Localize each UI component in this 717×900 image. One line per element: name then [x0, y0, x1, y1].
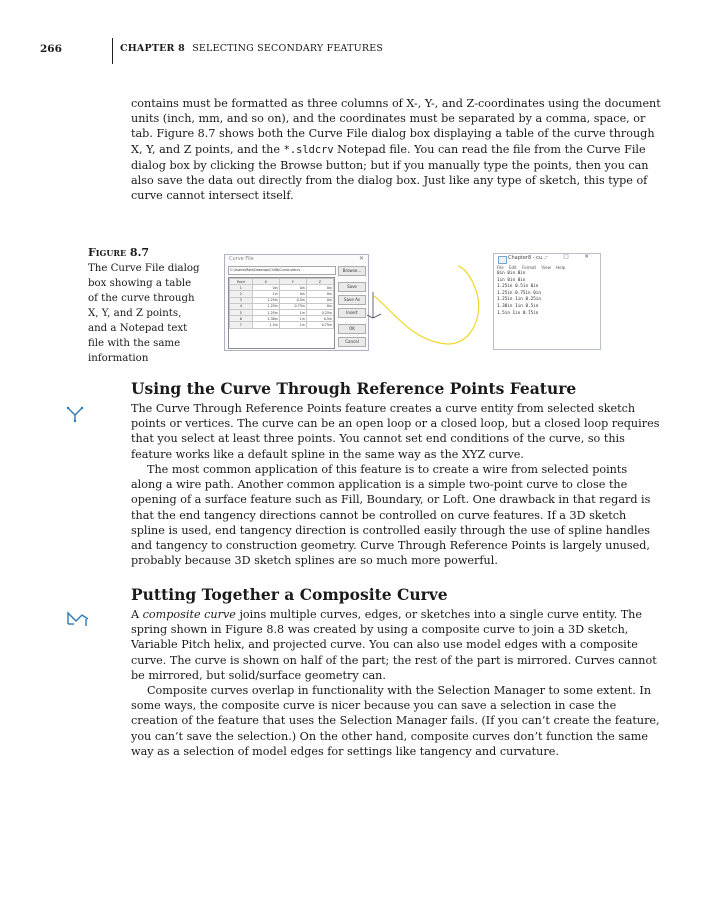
intro-text-2: Notepad file. You can read the file from the Curve File dialog box by clicking the Browse button; but if you manually type the points, then you can also save the data out directly from the dialog box. Just like any type of sketch, this type of curve cannot intersect itself. [131, 142, 649, 203]
table-cell: 5 [230, 309, 253, 315]
table-cell: 1.38in [252, 316, 279, 322]
table-cell: 1.25in [252, 309, 279, 315]
notepad-menu-bar[interactable]: File Edit Format View Help [497, 265, 566, 270]
table-cell: 1.25in [252, 303, 279, 309]
curve-through-points-paragraph-2 [131, 462, 661, 568]
text-line: 0in 0in 0in [497, 271, 526, 276]
table-cell: 0in [306, 291, 333, 297]
table-cell: 1 [230, 285, 253, 291]
composite-curve-paragraph-2 [131, 683, 661, 759]
intro-text-1: contains must be formatted as three columns of X-, Y-, and Z-coordinates using the document units (inch, mm, and so on), and the coordinates must be separated by a comma, space, or tab. Figure 8.7 shows both the Curve File dialog box displaying a table of the curve through X, Y, and Z points, and the [131, 97, 661, 156]
notepad-icon [498, 256, 507, 264]
table-cell: 1in [279, 309, 306, 315]
section-heading-curve-through-points: Using the Curve Through Reference Points Feature [131, 379, 577, 398]
table-cell: 6 [230, 316, 253, 322]
dialog-title: Curve File [229, 256, 254, 262]
paragraph-text: A [131, 608, 143, 621]
text-line: 1.25in 0.5in 0in [497, 284, 539, 290]
text-line: 1.25in 0.75in 0in [497, 290, 541, 296]
table-cell: 7 [230, 322, 253, 328]
table-cell: 3 [230, 297, 253, 303]
text-line: 1in 0in 0in [497, 277, 526, 283]
table-cell: 0.25in [306, 309, 333, 315]
figure-caption-text: The Curve File dialog box showing a table of the curve through X, Y, and Z points, and a Notepad text file with the same information [88, 263, 200, 364]
composite-curve-icon [66, 610, 90, 628]
notepad-text[interactable] [497, 271, 541, 317]
composite-curve-paragraph-1 [131, 607, 661, 683]
save-button[interactable]: Save [338, 282, 366, 292]
browse-button[interactable]: Browse... [338, 266, 366, 276]
curve-through-points-paragraph-1: The Curve Through Reference Points feature creates a curve entity from selected sketch points or vertices. The curve can be an open loop or a closed loop, but a closed loop requires that you select at least three points. You cannot set end conditions of the curve, so this feature works like a default spline in the same way as the XYZ curve. [131, 402, 660, 461]
notepad-title: Chapter8 - cu... [508, 255, 547, 261]
axis-z-line [367, 315, 373, 318]
table-cell: 1in [279, 316, 306, 322]
table-cell: 0in [306, 297, 333, 303]
paragraph-text: joins multiple curves, edges, or sketches into a single curve entity. The spring shown in Figure 8.8 was created by using a composite curve to join a 3D sketch, Variable Pitch helix, and projected curve. You can also use model edges with a composite curve. The curve is shown on half of the part; the rest of the part is mirrored. Curves cannot be mirrored, but solid/surface geometry can. [131, 608, 657, 682]
table-cell: 2 [230, 291, 253, 297]
table-row[interactable] [230, 322, 334, 328]
axis-x-line [373, 314, 381, 318]
table-cell: 0in [306, 303, 333, 309]
table-cell: 0.75in [279, 303, 306, 309]
table-cell: 4 [230, 303, 253, 309]
table-cell: 0in [252, 285, 279, 291]
running-header [40, 38, 680, 64]
text-line: 1.25in 1in 0.25in [497, 297, 541, 303]
save-as-button[interactable]: Save As [338, 295, 366, 305]
chapter-label: CHAPTER 8 [120, 43, 185, 54]
defined-term: composite curve [142, 608, 236, 621]
column-header: Point [230, 279, 253, 285]
text-line: 1.5in 1in 0.75in [497, 310, 539, 316]
window-controls[interactable]: – □ ✕ [544, 254, 596, 260]
notepad-window [493, 253, 601, 350]
section-heading-composite-curve: Putting Together a Composite Curve [131, 585, 448, 604]
column-header: Z [306, 279, 333, 285]
table-cell: 0.5in [279, 297, 306, 303]
xyz-curve [374, 266, 479, 344]
curve-through-points-icon [66, 405, 84, 423]
paragraph-text: Composite curves overlap in functionality with the Selection Manager to some extent. In some ways, the composite curve is nicer because you can save a selection in case the creation of the feature that uses the Selection Manager fails. (If you can’t create the feature, you can’t save the selection.) On the other hand, composite curves don’t function the same way as a selection of model edges for settings like tangency and curvature. [131, 684, 660, 758]
table-cell: 0in [306, 285, 333, 291]
table-cell: 0.75in [306, 322, 333, 328]
table-cell: 1in [279, 322, 306, 328]
text-line: 1.38in 1in 0.5in [497, 303, 539, 309]
table-cell: 0.5in [306, 316, 333, 322]
file-extension-code: *.sldcrv [283, 143, 334, 156]
paragraph-text: The most common application of this feature is to create a wire from selected points along a wire path. Another common application is a simple two-point curve to close the opening of a surface feature such as Fill, Boundary, or Loft. One drawback in that regard is that the end tangency directions cannot be controlled on curve features. If a 3D sketch spline is used, end tangency direction is controlled easily through the use of spline handles and tangency to construction geometry. Curve Through Reference Points is largely unused, probably because 3D sketch splines are so much more powerful. [131, 463, 651, 568]
table-cell: 1.25in [252, 297, 279, 303]
curve-preview [360, 258, 500, 358]
chapter-title: SELECTING SECONDARY FEATURES [192, 43, 384, 54]
insert-button[interactable]: Insert [338, 308, 366, 318]
ok-button[interactable]: OK [338, 324, 366, 334]
figure-caption [88, 245, 200, 366]
table-cell: 1.5in [252, 322, 279, 328]
column-header: X [252, 279, 279, 285]
intro-paragraph [131, 96, 661, 203]
cancel-button[interactable]: Cancel [338, 337, 366, 347]
table-cell: 1in [252, 291, 279, 297]
table-cell: 0in [279, 291, 306, 297]
file-path-field[interactable]: C:\Users\Matt\Desktop\Ch08\Curve.sldcrv [228, 266, 336, 275]
table-cell: 0in [279, 285, 306, 291]
curve-file-dialog [224, 254, 369, 351]
figure-label: Figure 8.7 [88, 246, 150, 259]
points-table [228, 277, 335, 349]
close-icon[interactable]: ✕ [358, 255, 364, 262]
page-number: 266 [40, 43, 62, 55]
chapter-heading [120, 43, 383, 54]
header-divider [112, 38, 113, 64]
column-header: Y [279, 279, 306, 285]
